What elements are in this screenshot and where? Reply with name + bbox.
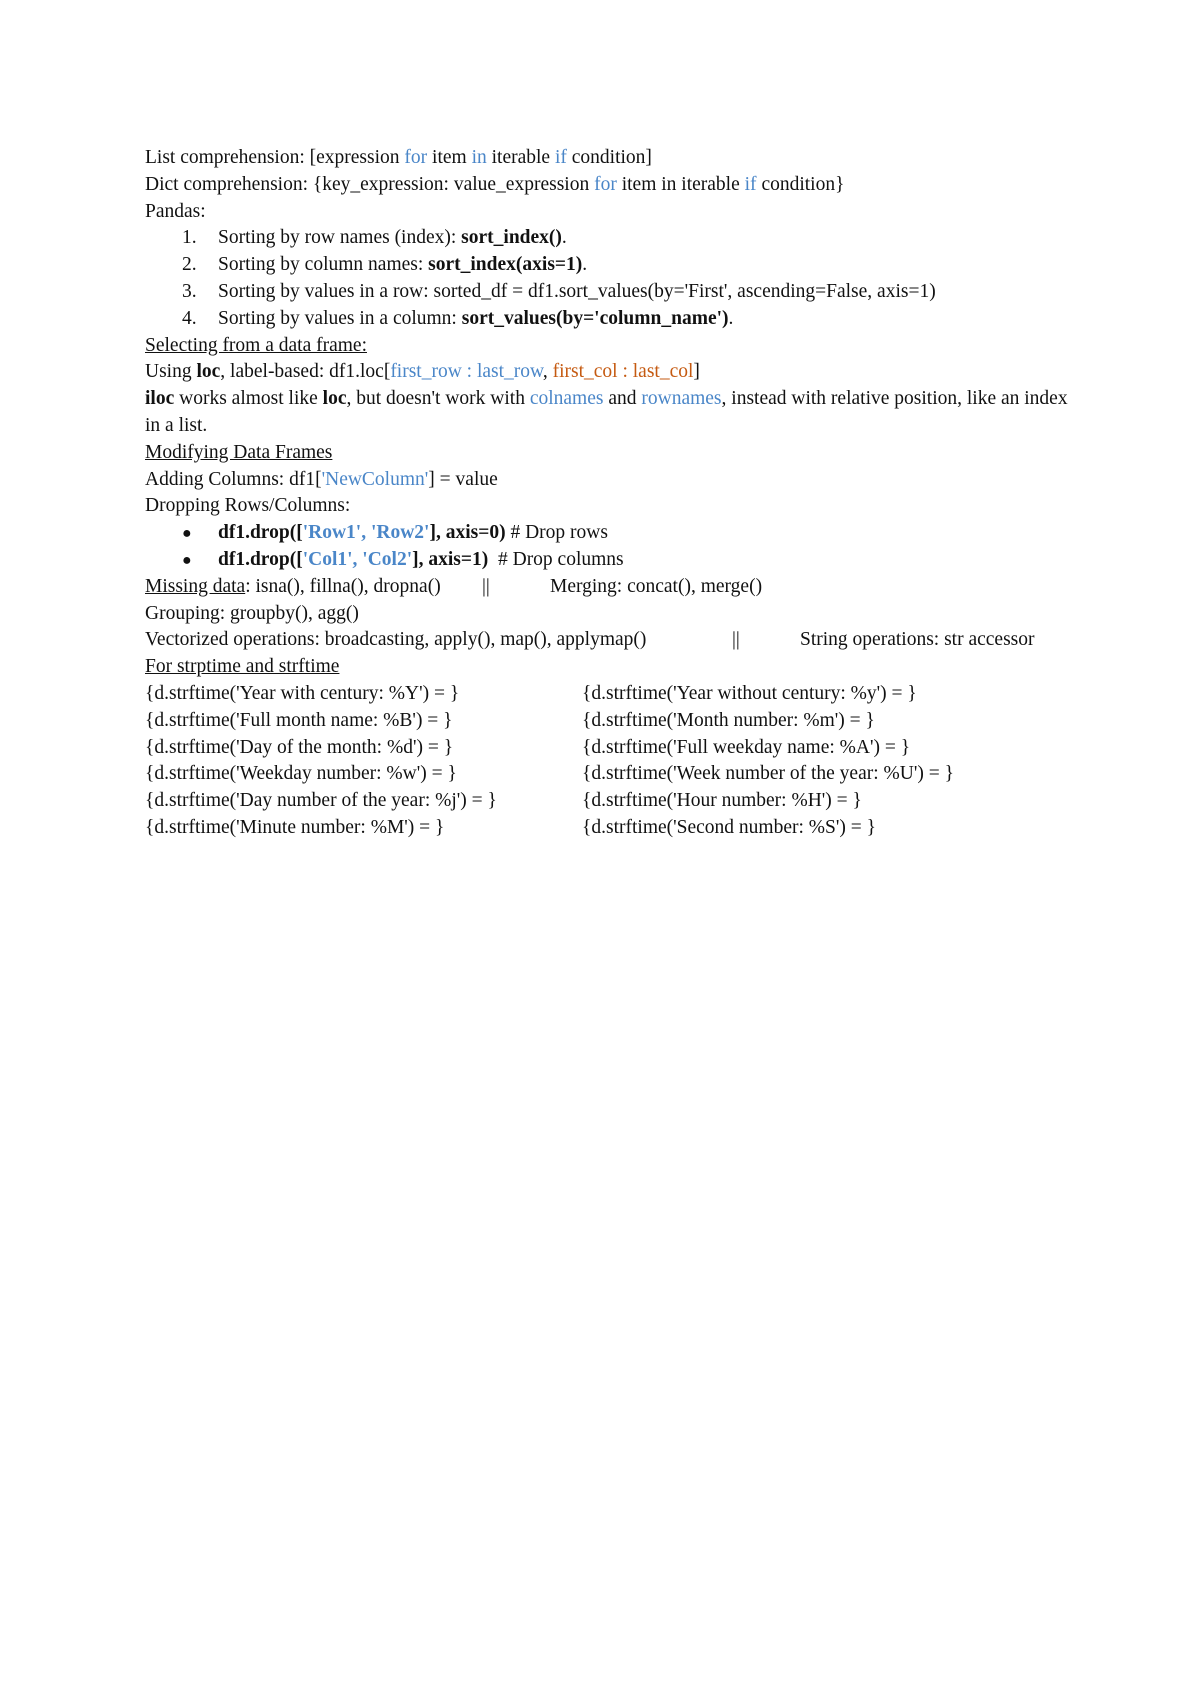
row-range: first_row : last_row [390,361,543,383]
item-tail: . [561,227,567,249]
strf-right: {d.strftime('Week number of the year: %U') = } [582,763,954,785]
strf-row [145,681,1075,708]
list-item [145,306,1075,333]
iloc-keyword: iloc [145,388,175,410]
strf-left: {d.strftime('Year with century: %Y') = } [145,682,460,704]
item-number: 2. [182,254,197,276]
keyword-if: if [744,173,757,195]
drop-args: 'Col1', 'Col2' [302,548,413,570]
keyword-in: in [471,147,487,168]
separator: || [482,575,490,597]
selecting-heading: Selecting from a data frame: [145,334,367,356]
item-number: 1. [182,227,197,249]
item-text: Sorting by column names: [218,254,429,276]
item-tail: . [728,307,734,329]
dict-comprehension-line [145,172,1075,199]
loc-keyword: loc [322,388,347,410]
iloc-desc: works almost like [174,388,323,410]
and-word: and [603,388,642,410]
list-comp-item: item [427,147,472,168]
strf-left: {d.strftime('Minute number: %M') = } [145,816,445,838]
list-item [145,279,1075,306]
loc-keyword: loc [196,361,221,383]
list-item [145,252,1075,279]
drop-code-tail: ], axis=0) [429,522,506,544]
item-text: Sorting by values in a column: [218,307,462,329]
adding-prefix: Adding Columns: df1[ [145,468,322,490]
strf-row [145,735,1075,762]
strf-heading: For strptime and strftime [145,656,340,678]
missing-data-label: Missing data [145,575,246,597]
document-page [145,145,1075,842]
strf-right: {d.strftime('Hour number: %H') = } [582,790,862,812]
drop-comment: # Drop columns [488,548,624,570]
drop-code-tail: ], axis=1) [412,548,489,570]
strf-row [145,708,1075,735]
string-ops-text: String operations: str accessor [800,629,1035,651]
loc-comma: , [542,361,553,383]
missing-data-functions: : isna(), fillna(), dropna() [245,575,441,597]
bullet-icon: ● [182,525,192,543]
loc-close: ] [693,361,700,383]
rownames-term: rownames [641,388,722,410]
item-code: sort_values(by='column_name') [461,307,729,329]
dict-comp-rest: item in iterable [616,173,745,195]
item-tail: . [582,254,588,276]
dropping-heading: Dropping Rows/Columns: [145,495,351,517]
new-column-name: 'NewColumn' [321,468,429,490]
keyword-for: for [594,173,617,195]
item-number: 3. [182,280,197,302]
dict-comp-label: Dict comprehension: {key_expression: value_expression [145,173,595,195]
pandas-heading: Pandas: [145,200,206,222]
bullet-icon: ● [182,551,192,569]
strf-right: {d.strftime('Second number: %S') = } [582,816,876,838]
dict-comp-condition: condition} [756,173,845,195]
merging-text: Merging: concat(), merge() [550,575,763,597]
strf-right: {d.strftime('Year without century: %y') = } [582,682,917,704]
strf-left: {d.strftime('Weekday number: %w') = } [145,763,457,785]
keyword-for: for [404,147,428,168]
strf-left: {d.strftime('Day number of the year: %j') = } [145,790,497,812]
loc-prefix: Using [145,361,197,383]
loc-line [145,359,1075,386]
separator: || [732,629,740,651]
list-comprehension-line [145,145,1075,172]
grouping-line: Grouping: groupby(), agg() [145,602,359,624]
loc-desc: , label-based: df1.loc[ [220,361,391,383]
item-number: 4. [182,307,197,329]
list-comp-iterable: iterable [486,147,555,168]
iloc-paragraph [145,386,1075,440]
modifying-heading: Modifying Data Frames [145,441,333,463]
item-code: sort_index(axis=1) [428,254,583,276]
item-text: Sorting by row names (index): [218,227,462,249]
iloc-desc2: , but doesn't work with [346,388,530,410]
list-item [145,520,1075,547]
missing-merging-line [145,574,1075,601]
list-item [145,547,1075,574]
drop-comment: # Drop rows [505,522,608,544]
strf-row [145,815,1075,842]
drop-code: df1.drop([ [218,522,303,544]
strf-right: {d.strftime('Full weekday name: %A') = } [582,736,911,758]
vectorized-line [145,627,1075,654]
item-code: sort_index() [461,227,562,249]
keyword-if: if [554,147,567,168]
strf-row [145,788,1075,815]
iloc-tail: , instead with relative position, like an index in a list. [145,388,1068,436]
col-range: first_col : last_col [552,361,694,383]
colnames-term: colnames [529,388,604,410]
adding-tail: ] = value [428,468,498,490]
list-item [145,225,1075,252]
item-text: Sorting by values in a row: sorted_df = df1.sort_values(by='First', ascending=False, axis=1) [218,280,936,302]
drop-code: df1.drop([ [218,548,303,570]
strf-right: {d.strftime('Month number: %m') = } [582,709,875,731]
strf-left: {d.strftime('Day of the month: %d') = } [145,736,454,758]
vectorized-text: Vectorized operations: broadcasting, apply(), map(), applymap() [145,629,647,651]
list-comp-label: List comprehension: [expression [145,147,405,168]
drop-args: 'Row1', 'Row2' [302,522,430,544]
adding-columns-line [145,467,1075,494]
strf-row [145,761,1075,788]
list-comp-condition: condition] [566,147,652,168]
strf-left: {d.strftime('Full month name: %B') = } [145,709,453,731]
